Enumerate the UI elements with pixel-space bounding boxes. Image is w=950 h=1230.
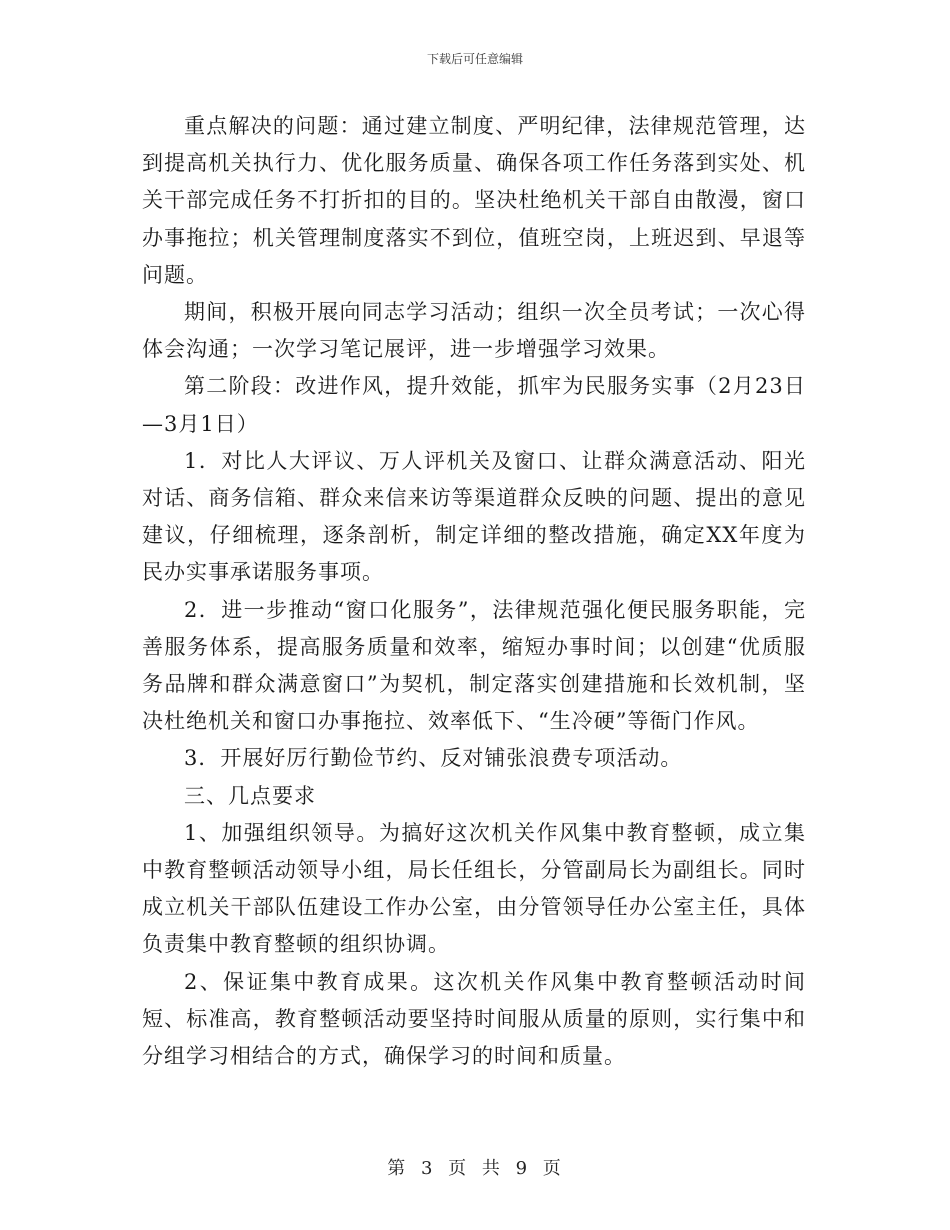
page-number-footer: 第 3 页 共 9 页 bbox=[387, 1158, 563, 1179]
paragraph-requirement-2: 2、保证集中教育成果。这次机关作风集中教育整顿活动时间短、标准高，教育整顿活动要坚持时间服从质量的原则，实行集中和分组学习相结合的方式，确保学习的时间和质量。 bbox=[142, 969, 806, 1069]
paragraph-requirement-1: 1、加强组织领导。为搞好这次机关作风集中教育整顿，成立集中教育整顿活动领导小组，局长任组长，分管副局长为副组长。同时成立机关干部队伍建设工作办公室，由分管领导任办公室主任，具体负责集中教育整顿的组织协调。 bbox=[142, 820, 806, 957]
paragraph-learning-activities: 期间，积极开展向同志学习活动；组织一次全员考试；一次心得体会沟通；一次学习笔记展评，进一步增强学习效果。 bbox=[142, 300, 806, 362]
paragraph-stage-two-heading: 第二阶段：改进作风，提升效能，抓牢为民服务实事（2月23日—3月1日） bbox=[142, 374, 806, 436]
page-header: 下载后可任意编辑 bbox=[426, 52, 523, 66]
paragraph-item-2: 2．进一步推动“窗口化服务”，法律规范强化便民服务职能，完善服务体系，提高服务质量和效率，缩短办事时间；以创建“优质服务品牌和群众满意窗口”为契机，制定落实创建措施和长效机制，坚决杜绝机关和窗口办事拖拉、效率低下、“生冷硬”等衙门作风。 bbox=[142, 597, 806, 734]
paragraph-key-problems: 重点解决的问题：通过建立制度、严明纪律，法律规范管理，达到提高机关执行力、优化服务质量、确保各项工作任务落到实处、机关干部完成任务不打折扣的目的。坚决杜绝机关干部自由散漫，窗口办事拖拉；机关管理制度落实不到位，值班空岗，上班迟到、早退等问题。 bbox=[142, 114, 806, 287]
paragraph-item-1: 1．对比人大评议、万人评机关及窗口、让群众满意活动、阳光对话、商务信箱、群众来信来访等渠道群众反映的问题、提出的意见建议，仔细梳理，逐条剖析，制定详细的整改措施，确定XX年度为民办实事承诺服务事项。 bbox=[142, 448, 806, 585]
document-body bbox=[142, 108, 806, 1075]
paragraph-item-3: 3．开展好厉行勤俭节约、反对铺张浪费专项活动。 bbox=[184, 746, 683, 771]
section-heading-requirements: 三、几点要求 bbox=[184, 783, 316, 808]
